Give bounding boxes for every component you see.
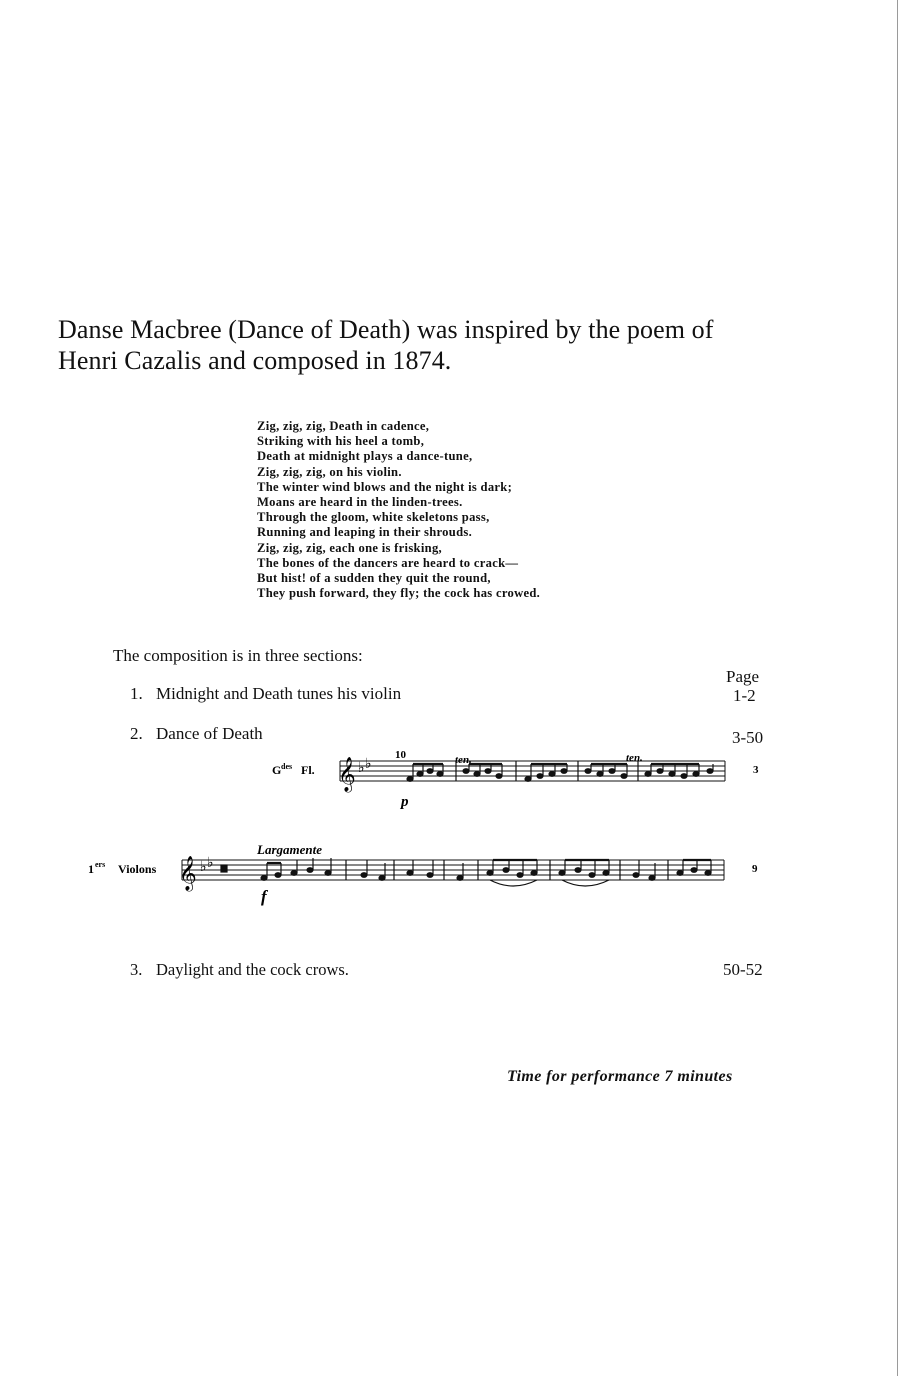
poem-line: Zig, zig, zig, Death in cadence, [257,419,430,433]
instrument-prefix: 1 [88,862,94,876]
section-item-3 [130,960,349,980]
instrument-sup: des [281,762,293,771]
flat-icon: ♭ [200,859,207,875]
poem-line: The bones of the dancers are heard to crack— [257,555,519,570]
poem-line: Striking with his heel a tomb, [257,434,425,449]
violin-notes [221,858,711,886]
section-title: Daylight and the cock crows. [156,960,349,979]
instrument-name: Violons [118,862,157,876]
poem-line: They push forward, they fly; the cock has crowed. [257,586,541,601]
poem-line: The winter wind blows and the night is dark; [257,479,513,494]
poem-line: But hist! of a sudden they quit the round, [257,571,491,586]
page-column-header: Page [726,667,760,686]
instrument-name: Fl. [301,763,315,777]
poem-line: Death at midnight plays a dance-tune, [257,449,473,464]
poem-line: Moans are heard in the linden-trees. [257,495,463,510]
poem-line: Zig, zig, zig, each one is frisking, [257,540,443,555]
section-item-1 [130,684,401,704]
dynamic-marking: p [401,794,409,810]
poem-quote [257,419,540,601]
tenuto-marking: ten. [455,754,472,766]
flute-music-example [270,744,770,810]
tenuto-marking: ten. [626,752,643,764]
section-number: 3. [130,960,143,979]
measure-number: 10 [395,749,406,761]
section-pages: 1-2 [733,686,756,705]
instrument-prefix: G [272,763,282,777]
poem-line: Through the gloom, white skeletons pass, [257,510,490,525]
dynamic-marking: f [261,887,267,906]
page-edge [897,0,898,1376]
poem-line: Zig, zig, zig, on his violin. [257,464,402,479]
section-pages: 50-52 [723,960,763,979]
example-ref-page: 3 [753,764,759,776]
performance-time: Time for performance 7 minutes [507,1068,733,1085]
section-pages: 3-50 [732,728,764,747]
example-ref-page: 9 [752,863,758,875]
flat-icon: ♭ [365,756,372,772]
intro-line-1: Danse Macbree (Dance of Death) was inspired by the poem of [58,315,714,344]
section-number: 1. [130,684,143,703]
section-title: Midnight and Death tunes his violin [156,684,402,703]
section-item-2 [130,724,263,744]
poem-line: Running and leaping in their shrouds. [257,525,473,540]
intro-paragraph [58,314,858,376]
intro-line-2: Henri Cazalis and composed in 1874. [58,346,452,375]
violins-music-example [88,836,778,910]
sections-intro: The composition is in three sections: [113,646,363,665]
section-number: 2. [130,724,143,743]
flat-icon: ♭ [207,855,214,871]
flat-icon: ♭ [358,760,365,776]
section-title: Dance of Death [156,724,263,743]
instrument-sup: ers [95,860,106,869]
treble-clef-icon: 𝄞 [338,757,356,792]
treble-clef-icon: 𝄞 [179,856,197,891]
tempo-marking: Largamente [257,842,322,857]
